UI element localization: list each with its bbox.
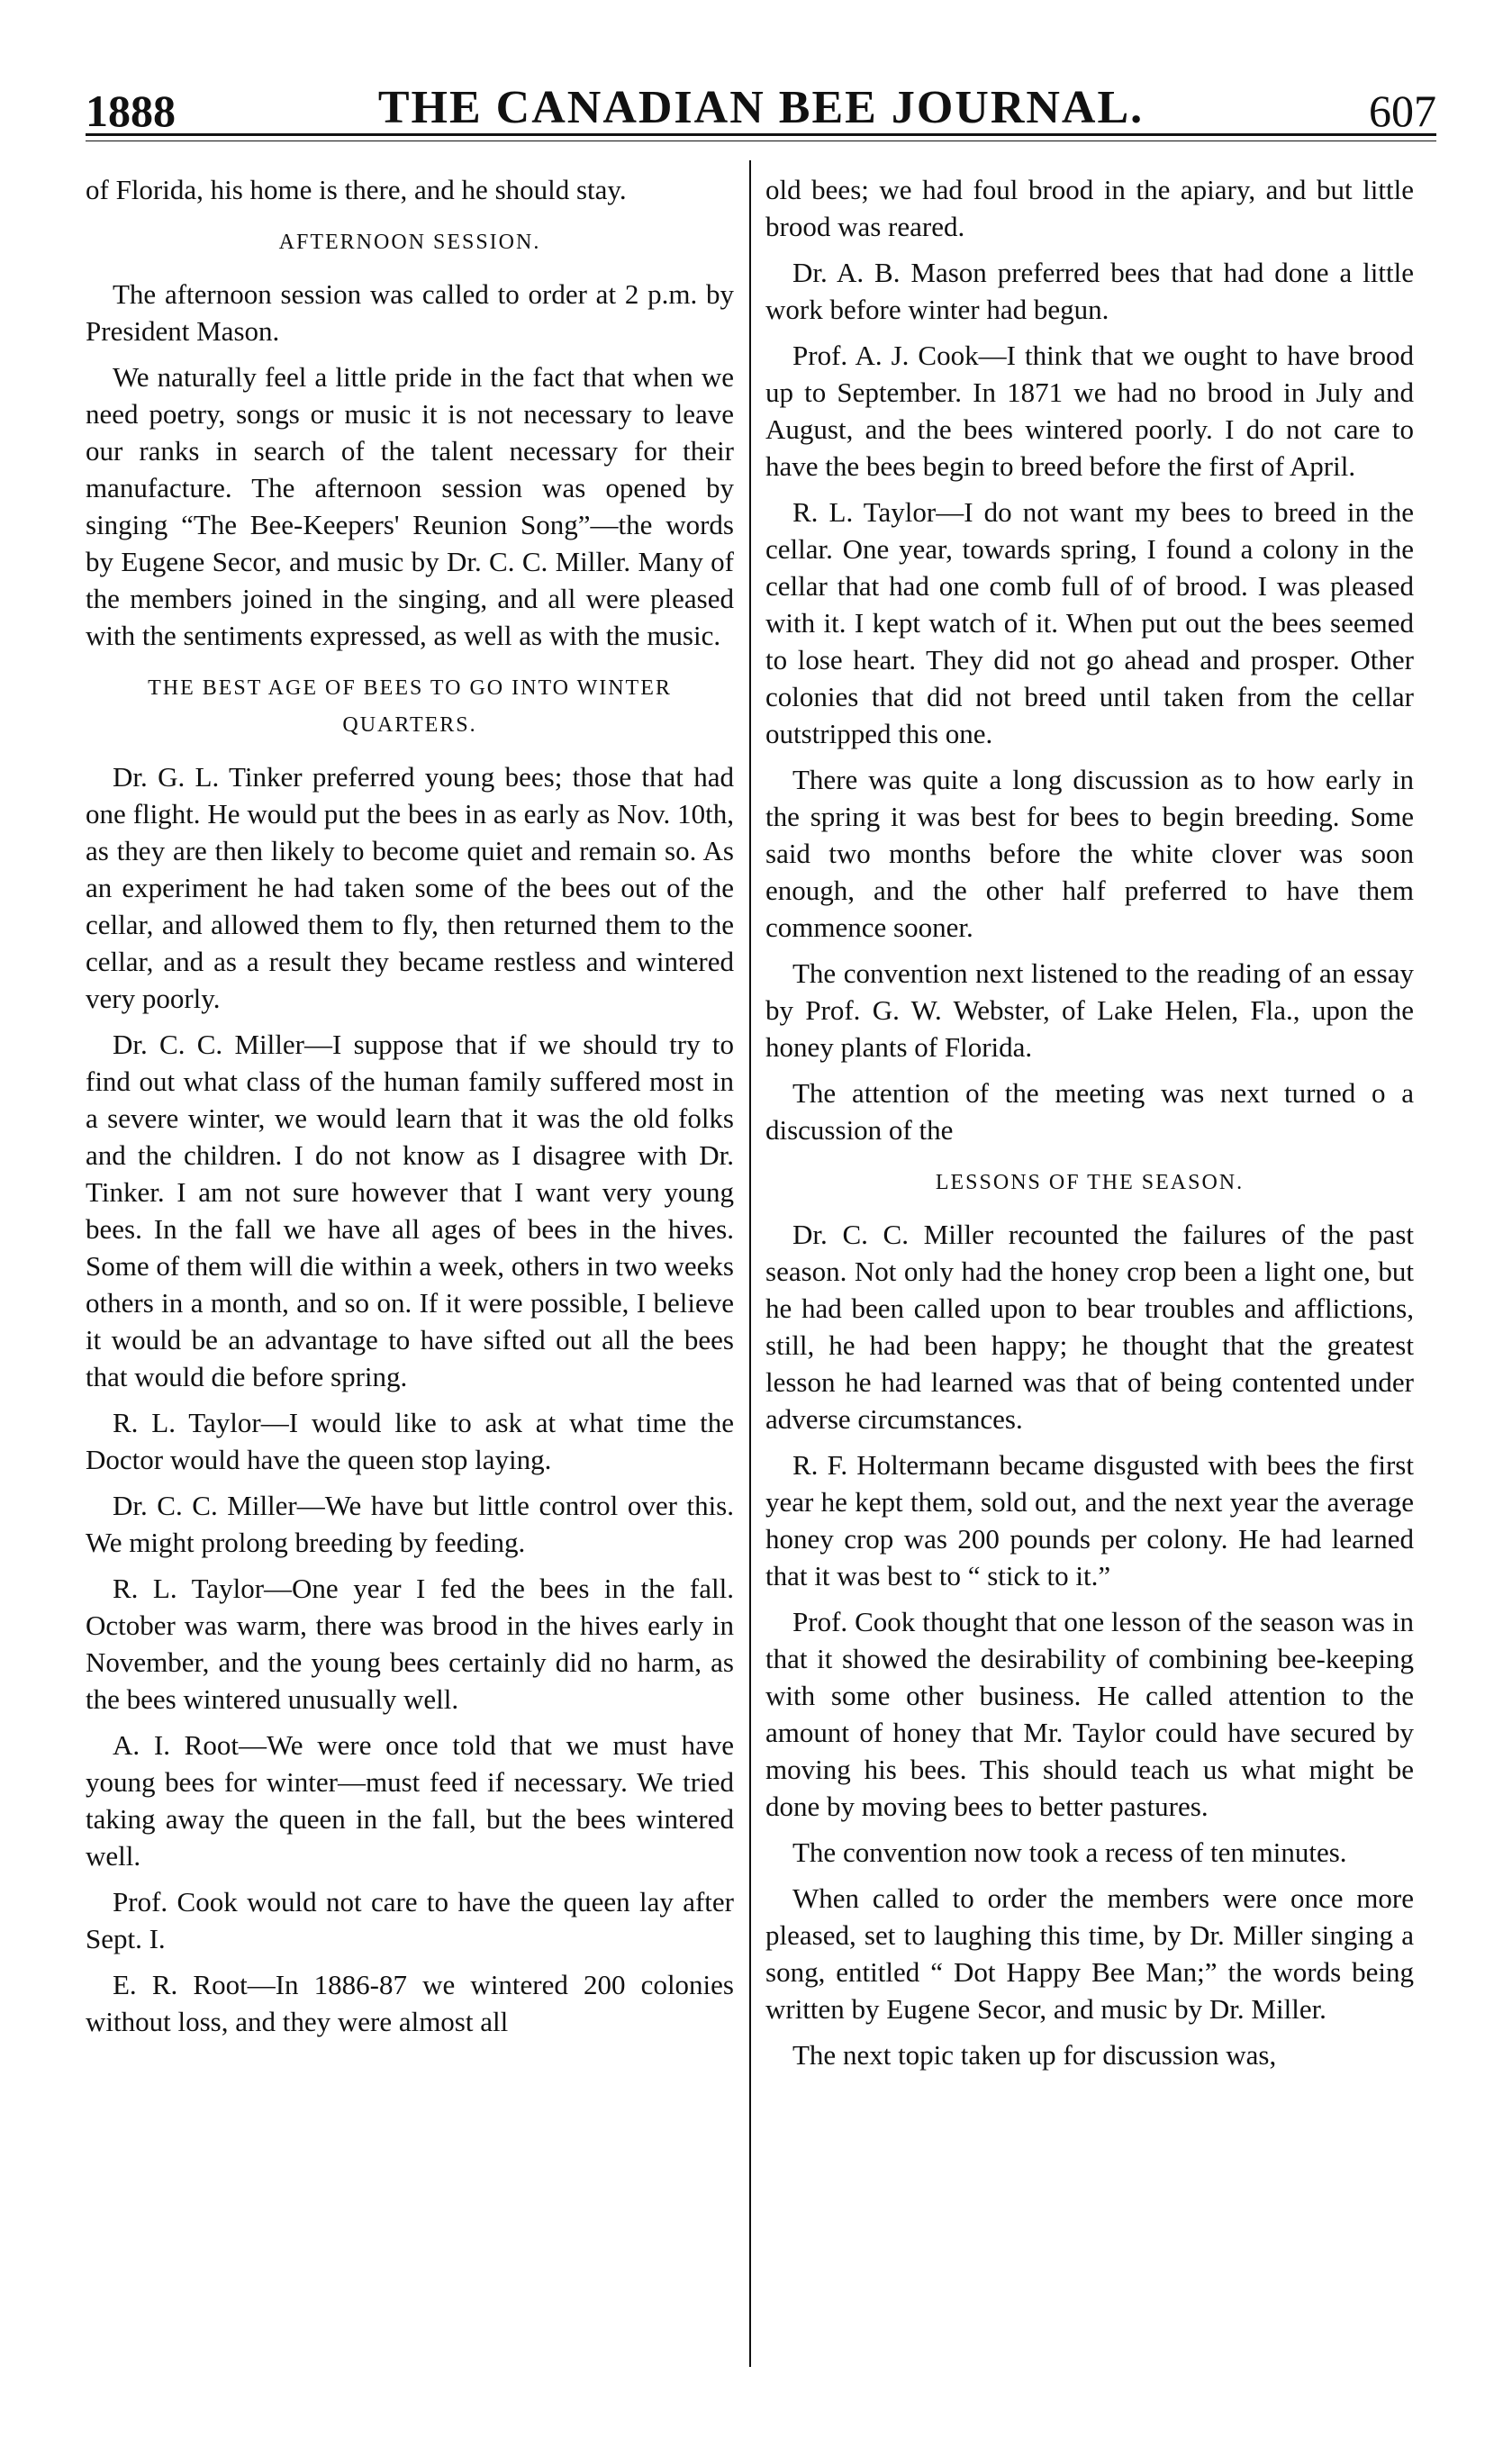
paragraph: Prof. Cook thought that one lesson of the season was in that it showed the desirability of combining bee-keeping with some other business. He called attention to the amount of honey that Mr. Taylor could have secured by moving his bees. This should teach us what might be done by moving bees to better pastures. [765, 1606, 1414, 1822]
paragraph: R. F. Holtermann became disgusted with bees the first year he kept them, sold out, and the next year the average honey crop was 200 pounds per colony. He had learned that it was best to “ stick to it.” [765, 1449, 1414, 1591]
header-year: 1888 [86, 86, 176, 136]
right-column [765, 171, 1414, 2082]
paragraph: Dr. C. C. Miller—I suppose that if we should try to find out what class of the human family suffered most in a severe winter, we would learn that it was the old folks and the children. I do not know as I disagree with Dr. Tinker. I am not sure however that I want very young bees. In the fall we have all ages of bees in the hives. Some of them will die within a week, others in two weeks others in a month, and so on. If it were possible, I believe it would be an advantage to have sifted out all the bees that would die before spring. [86, 1029, 734, 1392]
journal-title: THE CANADIAN BEE JOURNAL. [377, 82, 1145, 133]
paragraph: The convention now took a recess of ten minutes. [792, 1836, 1347, 1868]
paragraph: Dr. C. C. Miller—We have but little control over this. We might prolong breeding by feeding. [86, 1490, 734, 1558]
paragraph: Dr. C. C. Miller recounted the failures of the past season. Not only had the honey crop been a light one, but he had been called upon to bear troubles and afflictions, still, he had been happy; he thought that the greatest lesson he had learned was that of being contented under adverse circumstances. [765, 1219, 1414, 1435]
paragraph: R. L. Taylor—I would like to ask at what time the Doctor would have the queen stop laying. [86, 1407, 734, 1475]
page-header [86, 72, 1436, 135]
paragraph: R. L. Taylor—I do not want my bees to breed in the cellar. One year, towards spring, I found a colony in the cellar that had one comb full of of brood. I was pleased with it. I kept watch of it. When put out the bees seemed to lose heart. They did not go ahead and prosper. Other colonies that did not breed until taken from the cellar outstripped this one. [765, 496, 1414, 749]
section-heading: THE BEST AGE OF BEES TO GO INTO WINTER QUARTERS. [148, 676, 672, 737]
paragraph: The next topic taken up for discussion was, [792, 2039, 1277, 2071]
page-number: 607 [1369, 86, 1436, 136]
paragraph: The attention of the meeting was next turned o a discussion of the [765, 1077, 1414, 1146]
paragraph: The convention next listened to the reading of an essay by Prof. G. W. Webster, of Lake Helen, Fla., upon the honey plants of Florida. [765, 957, 1414, 1063]
paragraph: old bees; we had foul brood in the apiary, and but little brood was reared. [765, 174, 1414, 242]
section-heading: AFTERNOON SESSION. [278, 231, 541, 254]
paragraph: Prof. Cook would not care to have the queen lay after Sept. I. [86, 1886, 734, 1954]
paragraph: A. I. Root—We were once told that we must have young bees for winter—must feed if necessary. We tried taking away the queen in the fall, but the bees wintered well. [86, 1729, 734, 1872]
paragraph: Prof. A. J. Cook—I think that we ought to have brood up to September. In 1871 we had no brood in July and August, and the bees wintered poorly. I do not care to have the bees begin to breed before the first of April. [765, 340, 1414, 482]
paragraph: When called to order the members were once more pleased, set to laughing this time, by Dr. Miller singing a song, entitled “ Dot Happy Bee Man;” the words being written by Eugene Secor, and music by Dr. Miller. [765, 1882, 1414, 2025]
paragraph: Dr. A. B. Mason preferred bees that had done a little work before winter had begun. [765, 257, 1414, 325]
paragraph: Dr. G. L. Tinker preferred young bees; those that had one flight. He would put the bees in as early as Nov. 10th, as they are then likely to become quiet and remain so. As an experiment he had taken some of the bees out of the cellar, and allowed them to fly, then returned them to the cellar, and as a result they became restless and wintered very poorly. [86, 761, 734, 1014]
paragraph: We naturally feel a little pride in the fact that when we need poetry, songs or music it is not necessary to leave our ranks in search of the talent necessary for their manufacture. The afternoon session was opened by singing “The Bee-Keepers' Reunion Song”—the words by Eugene Secor, and music by Dr. C. C. Miller. Many of the members joined in the singing, and all were pleased with the sentiments expressed, as well as with the music. [86, 361, 734, 651]
paragraph: E. R. Root—In 1886-87 we wintered 200 colonies without loss, and they were almost all [86, 1969, 734, 2037]
paragraph: The afternoon session was called to order at 2 p.m. by President Mason. [86, 278, 734, 347]
paragraph: R. L. Taylor—One year I fed the bees in the fall. October was warm, there was brood in the hives early in November, and the young bees certainly did no harm, as the bees wintered unusually well. [86, 1573, 734, 1715]
section-heading: LESSONS OF THE SEASON. [935, 1171, 1245, 1194]
header-rule-thick [86, 133, 1436, 136]
paragraph: of Florida, his home is there, and he should stay. [86, 174, 627, 205]
paragraph: There was quite a long discussion as to how early in the spring it was best for bees to begin breeding. Some said two months before the white clover was soon enough, and the other half preferred to have them commence sooner. [765, 764, 1414, 943]
left-column [86, 171, 734, 2049]
column-divider [749, 160, 751, 2367]
